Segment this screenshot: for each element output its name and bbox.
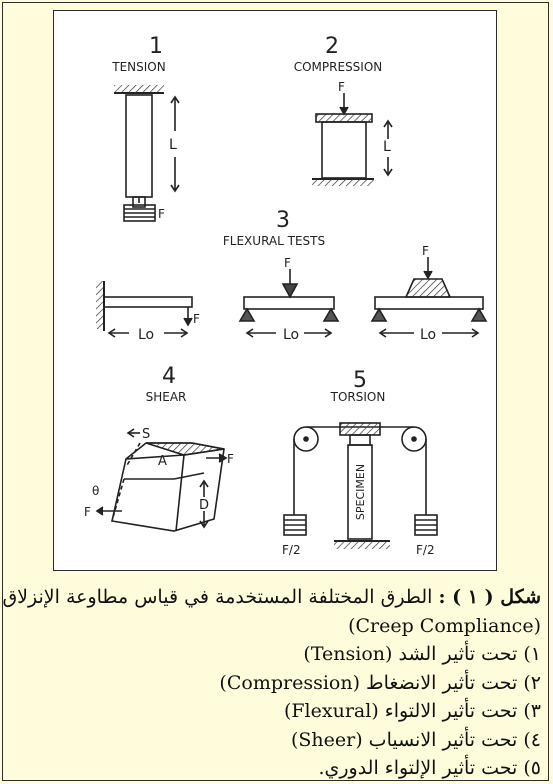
torsion-specimen-label: SPECIMEN	[354, 463, 367, 521]
panel-2-number: 2	[325, 34, 339, 59]
compression-dim-L: L	[383, 139, 391, 155]
four-point-force-F: F	[422, 244, 429, 258]
cantilever-force-F: F	[193, 312, 200, 326]
panel-tension	[111, 34, 179, 221]
caption-figure-number: شكل ( ١ ) :	[438, 586, 541, 608]
figure-caption	[2, 583, 541, 783]
shear-force-F-right: F	[227, 452, 234, 466]
caption-item-4: ٤) تحت تأثير الانسياب (Sheer)	[290, 728, 541, 751]
caption-item-3: ٣) تحت تأثير الالتواء (Flexural)	[283, 700, 541, 722]
panel-5-label: TORSION	[330, 390, 386, 404]
panel-torsion	[282, 368, 437, 557]
shear-face-A: A	[158, 454, 167, 469]
tension-dim-L: L	[169, 137, 177, 153]
three-point-dim-Lo: Lo	[283, 327, 300, 343]
three-point-beam	[244, 297, 334, 309]
caption-item-2: ٢) تحت تأثير الانضغاط (Compression)	[219, 671, 541, 694]
cantilever-beam	[104, 297, 192, 307]
panel-3-label: FLEXURAL TESTS	[222, 234, 326, 248]
compression-force-F: F	[338, 80, 345, 94]
cantilever-dim-Lo: Lo	[138, 327, 155, 343]
panel-shear	[84, 364, 234, 531]
torsion-weight-right: F/2	[416, 543, 435, 557]
shear-dim-D: D	[199, 498, 210, 513]
three-point-force-F: F	[284, 256, 291, 270]
panel-1-number: 1	[149, 34, 163, 59]
torsion-weight-left: F/2	[282, 543, 301, 557]
caption-item-5: ٥) تحت تأثير الإلتواء الدوري.	[318, 757, 541, 779]
panel-4-number: 4	[162, 364, 176, 389]
caption-item-1: ١) تحت تأثير الشد (Tension)	[303, 643, 541, 665]
caption-title-continued: (Creep Compliance)	[348, 614, 541, 637]
panel-compression	[294, 34, 392, 186]
compression-specimen	[322, 122, 366, 178]
panel-3-number: 3	[276, 208, 290, 233]
panel-4-label: SHEAR	[145, 390, 187, 404]
figure-drawing	[54, 11, 498, 572]
tension-specimen	[126, 95, 152, 197]
creep-test-figure	[53, 10, 497, 571]
four-point-beam	[375, 297, 483, 309]
tension-force-F: F	[158, 207, 165, 221]
panel-flexural	[96, 208, 486, 343]
four-point-dim-Lo: Lo	[420, 327, 437, 343]
shear-force-F-left: F	[84, 505, 91, 519]
panel-5-number: 5	[353, 368, 367, 393]
panel-1-label: TENSION	[112, 60, 166, 74]
caption-title-text: الطرق المختلفة المستخدمة في قياس مطاوعة الإنزلاق	[2, 586, 439, 608]
shear-dim-S: S	[142, 427, 151, 442]
panel-2-label: COMPRESSION	[293, 60, 383, 74]
shear-angle-theta: θ	[92, 484, 100, 498]
caption-title	[2, 583, 541, 612]
